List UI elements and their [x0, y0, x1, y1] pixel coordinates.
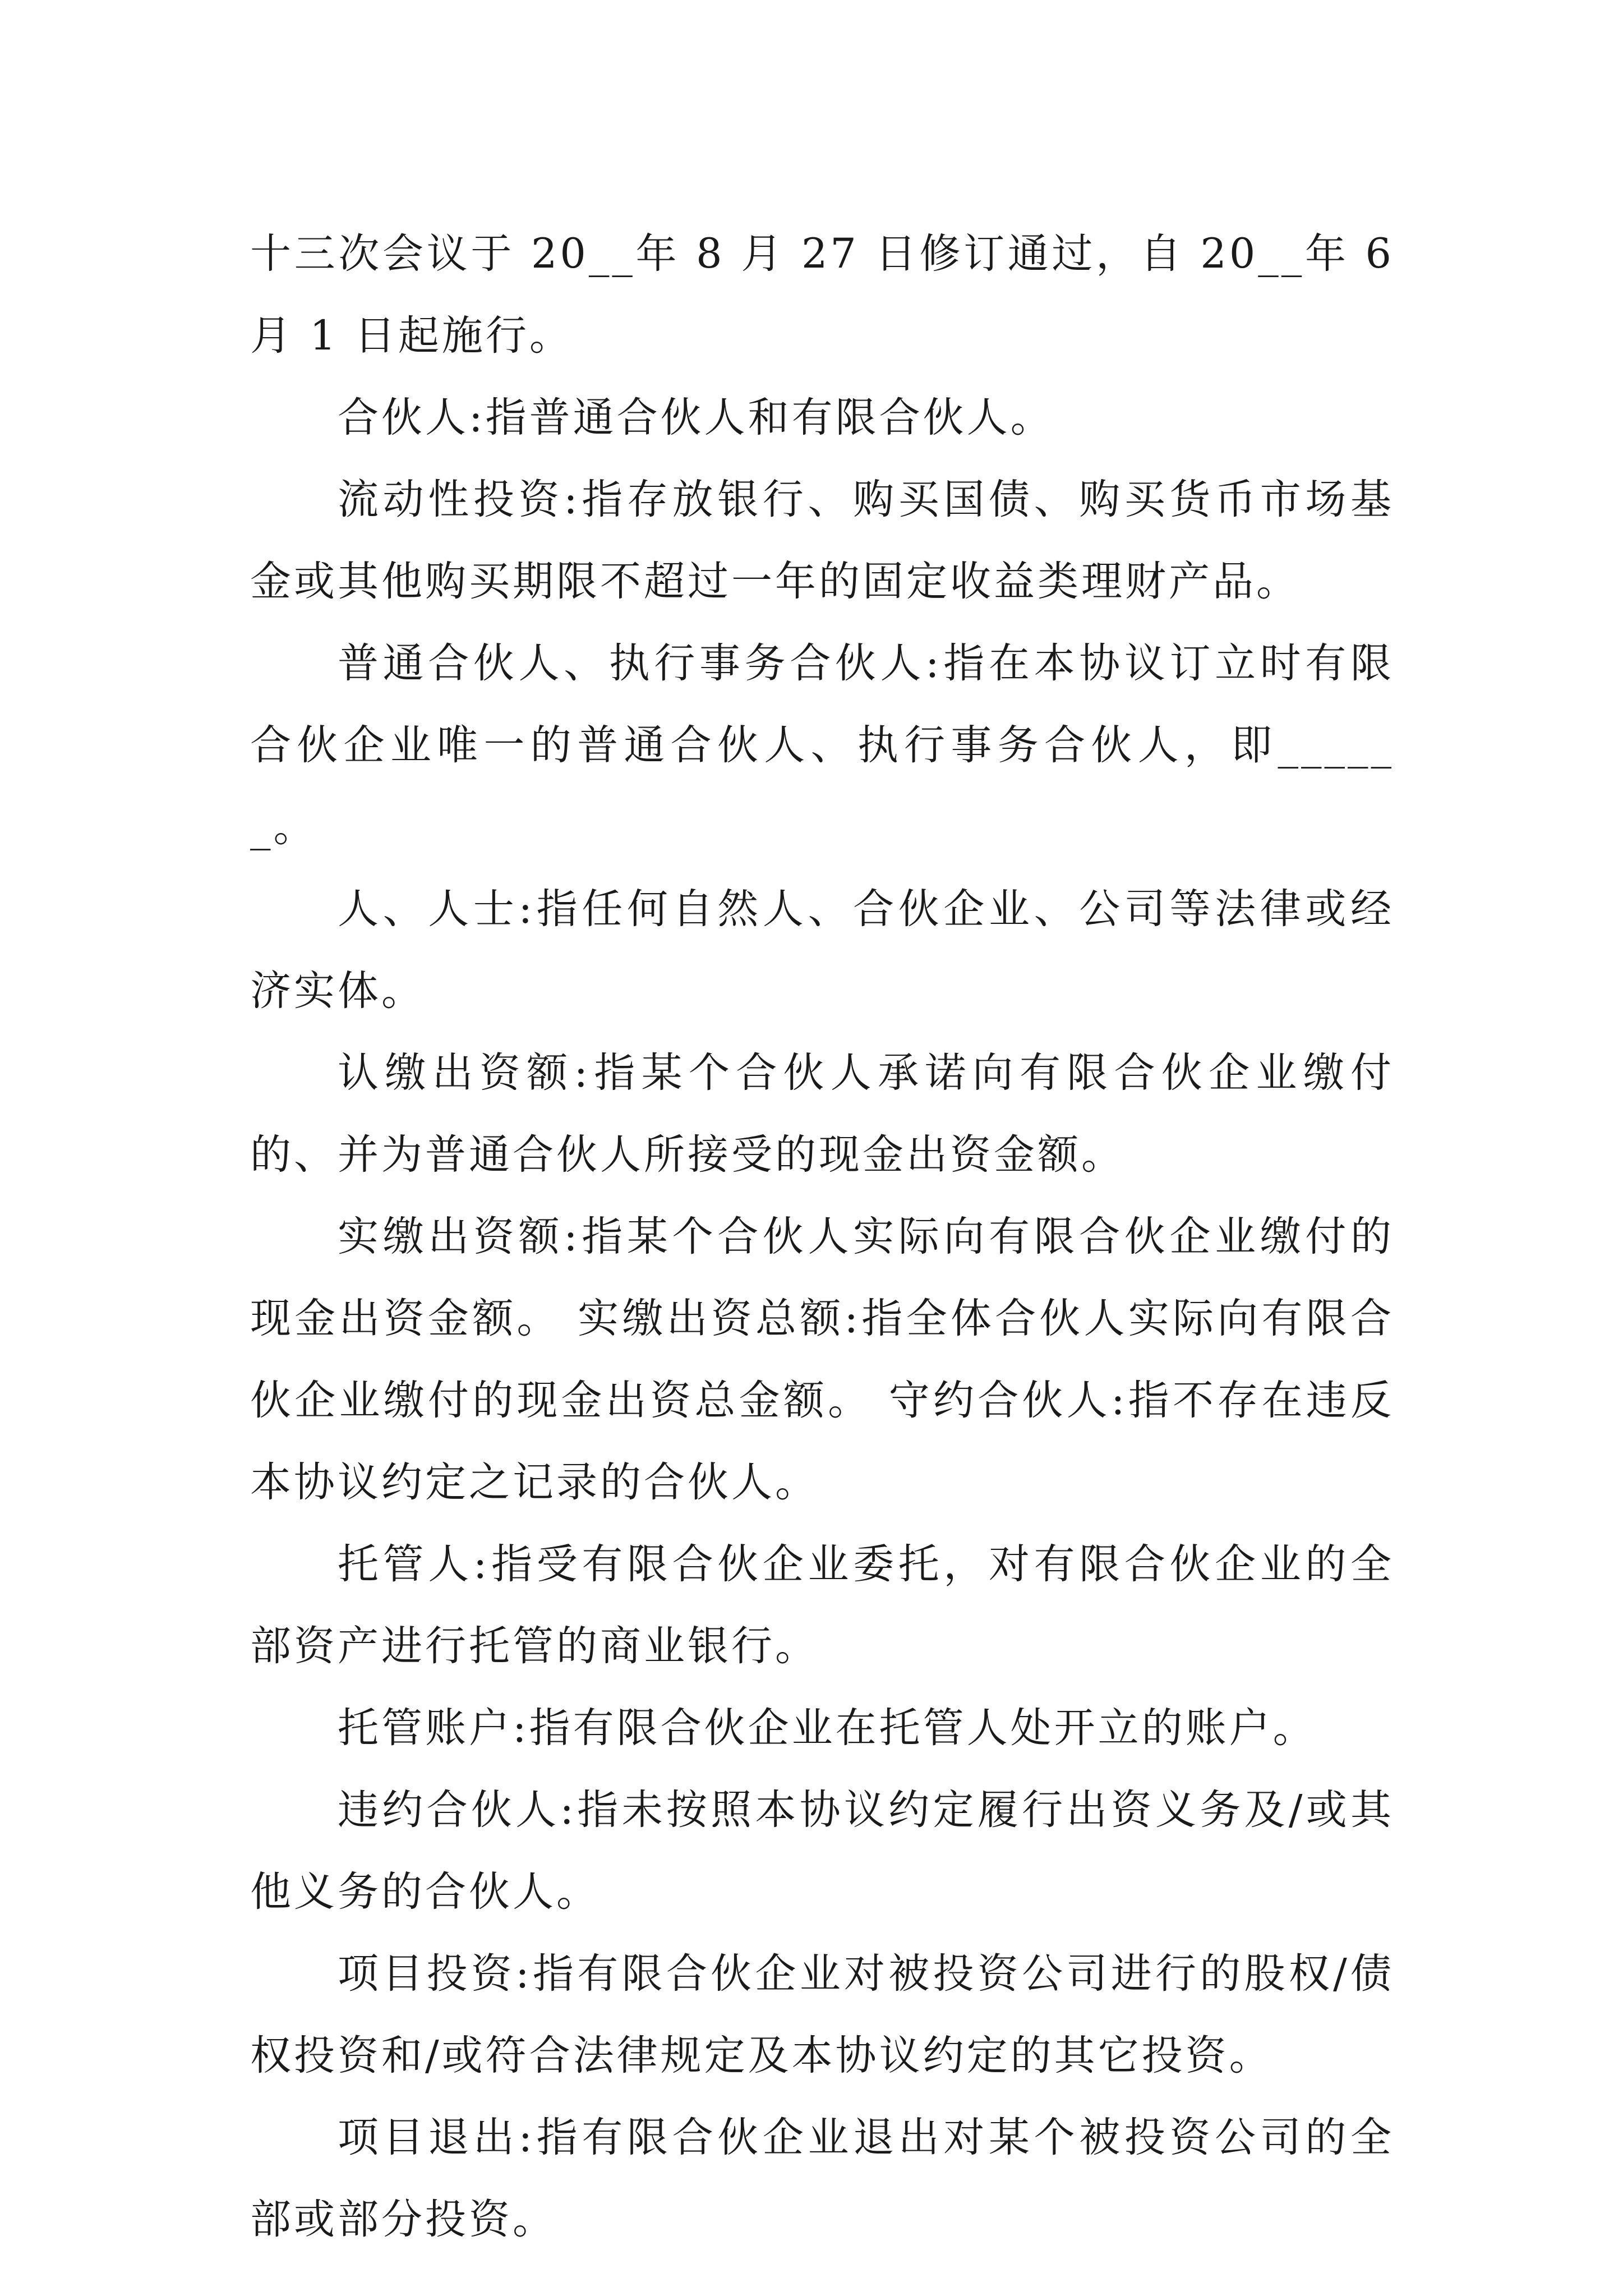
- definition-general-partner: 普通合伙人、执行事务合伙人:指在本协议订立时有限合伙企业唯一的普通合伙人、执行事务合伙人，即______。: [250, 639, 1394, 851]
- definition-person: 人、人士:指任何自然人、合伙企业、公司等法律或经济实体。: [250, 885, 1394, 1015]
- definition-project-exit: 项目退出:指有限合伙企业退出对某个被投资公司的全部或部分投资。: [250, 2114, 1394, 2243]
- definition-custody-account: 托管账户:指有限合伙企业在托管人处开立的账户。: [338, 1704, 1317, 1752]
- paragraph-continuation: 十三次会议于 20__年 8 月 27 日修订通过，自 20__年 6 月 1 日起施行。: [250, 230, 1394, 360]
- document-body: [250, 213, 1394, 2261]
- definition-partner: 合伙人:指普通合伙人和有限合伙人。: [338, 394, 1054, 441]
- definition-liquidity-investment: 流动性投资:指存放银行、购买国债、购买货币市场基金或其他购买期限不超过一年的固定收益类理财产品。: [250, 476, 1394, 605]
- definition-defaulting-partner: 违约合伙人:指未按照本协议约定履行出资义务及/或其他义务的合伙人。: [250, 1786, 1394, 1916]
- definition-subscribed-capital: 认缴出资额:指某个合伙人承诺向有限合伙企业缴付的、并为普通合伙人所接受的现金出资金额。: [250, 1049, 1394, 1179]
- definition-project-investment: 项目投资:指有限合伙企业对被投资公司进行的股权/债权投资和/或符合法律规定及本协议约定的其它投资。: [250, 1950, 1394, 2079]
- definition-paid-in-capital: 实缴出资额:指某个合伙人实际向有限合伙企业缴付的现金出资金额。 实缴出资总额:指全体合伙人实际向有限合伙企业缴付的现金出资总金额。 守约合伙人:指不存在违反本协议约定之记录的合伙人。: [250, 1213, 1394, 1506]
- definition-custodian: 托管人:指受有限合伙企业委托，对有限合伙企业的全部资产进行托管的商业银行。: [250, 1540, 1394, 1670]
